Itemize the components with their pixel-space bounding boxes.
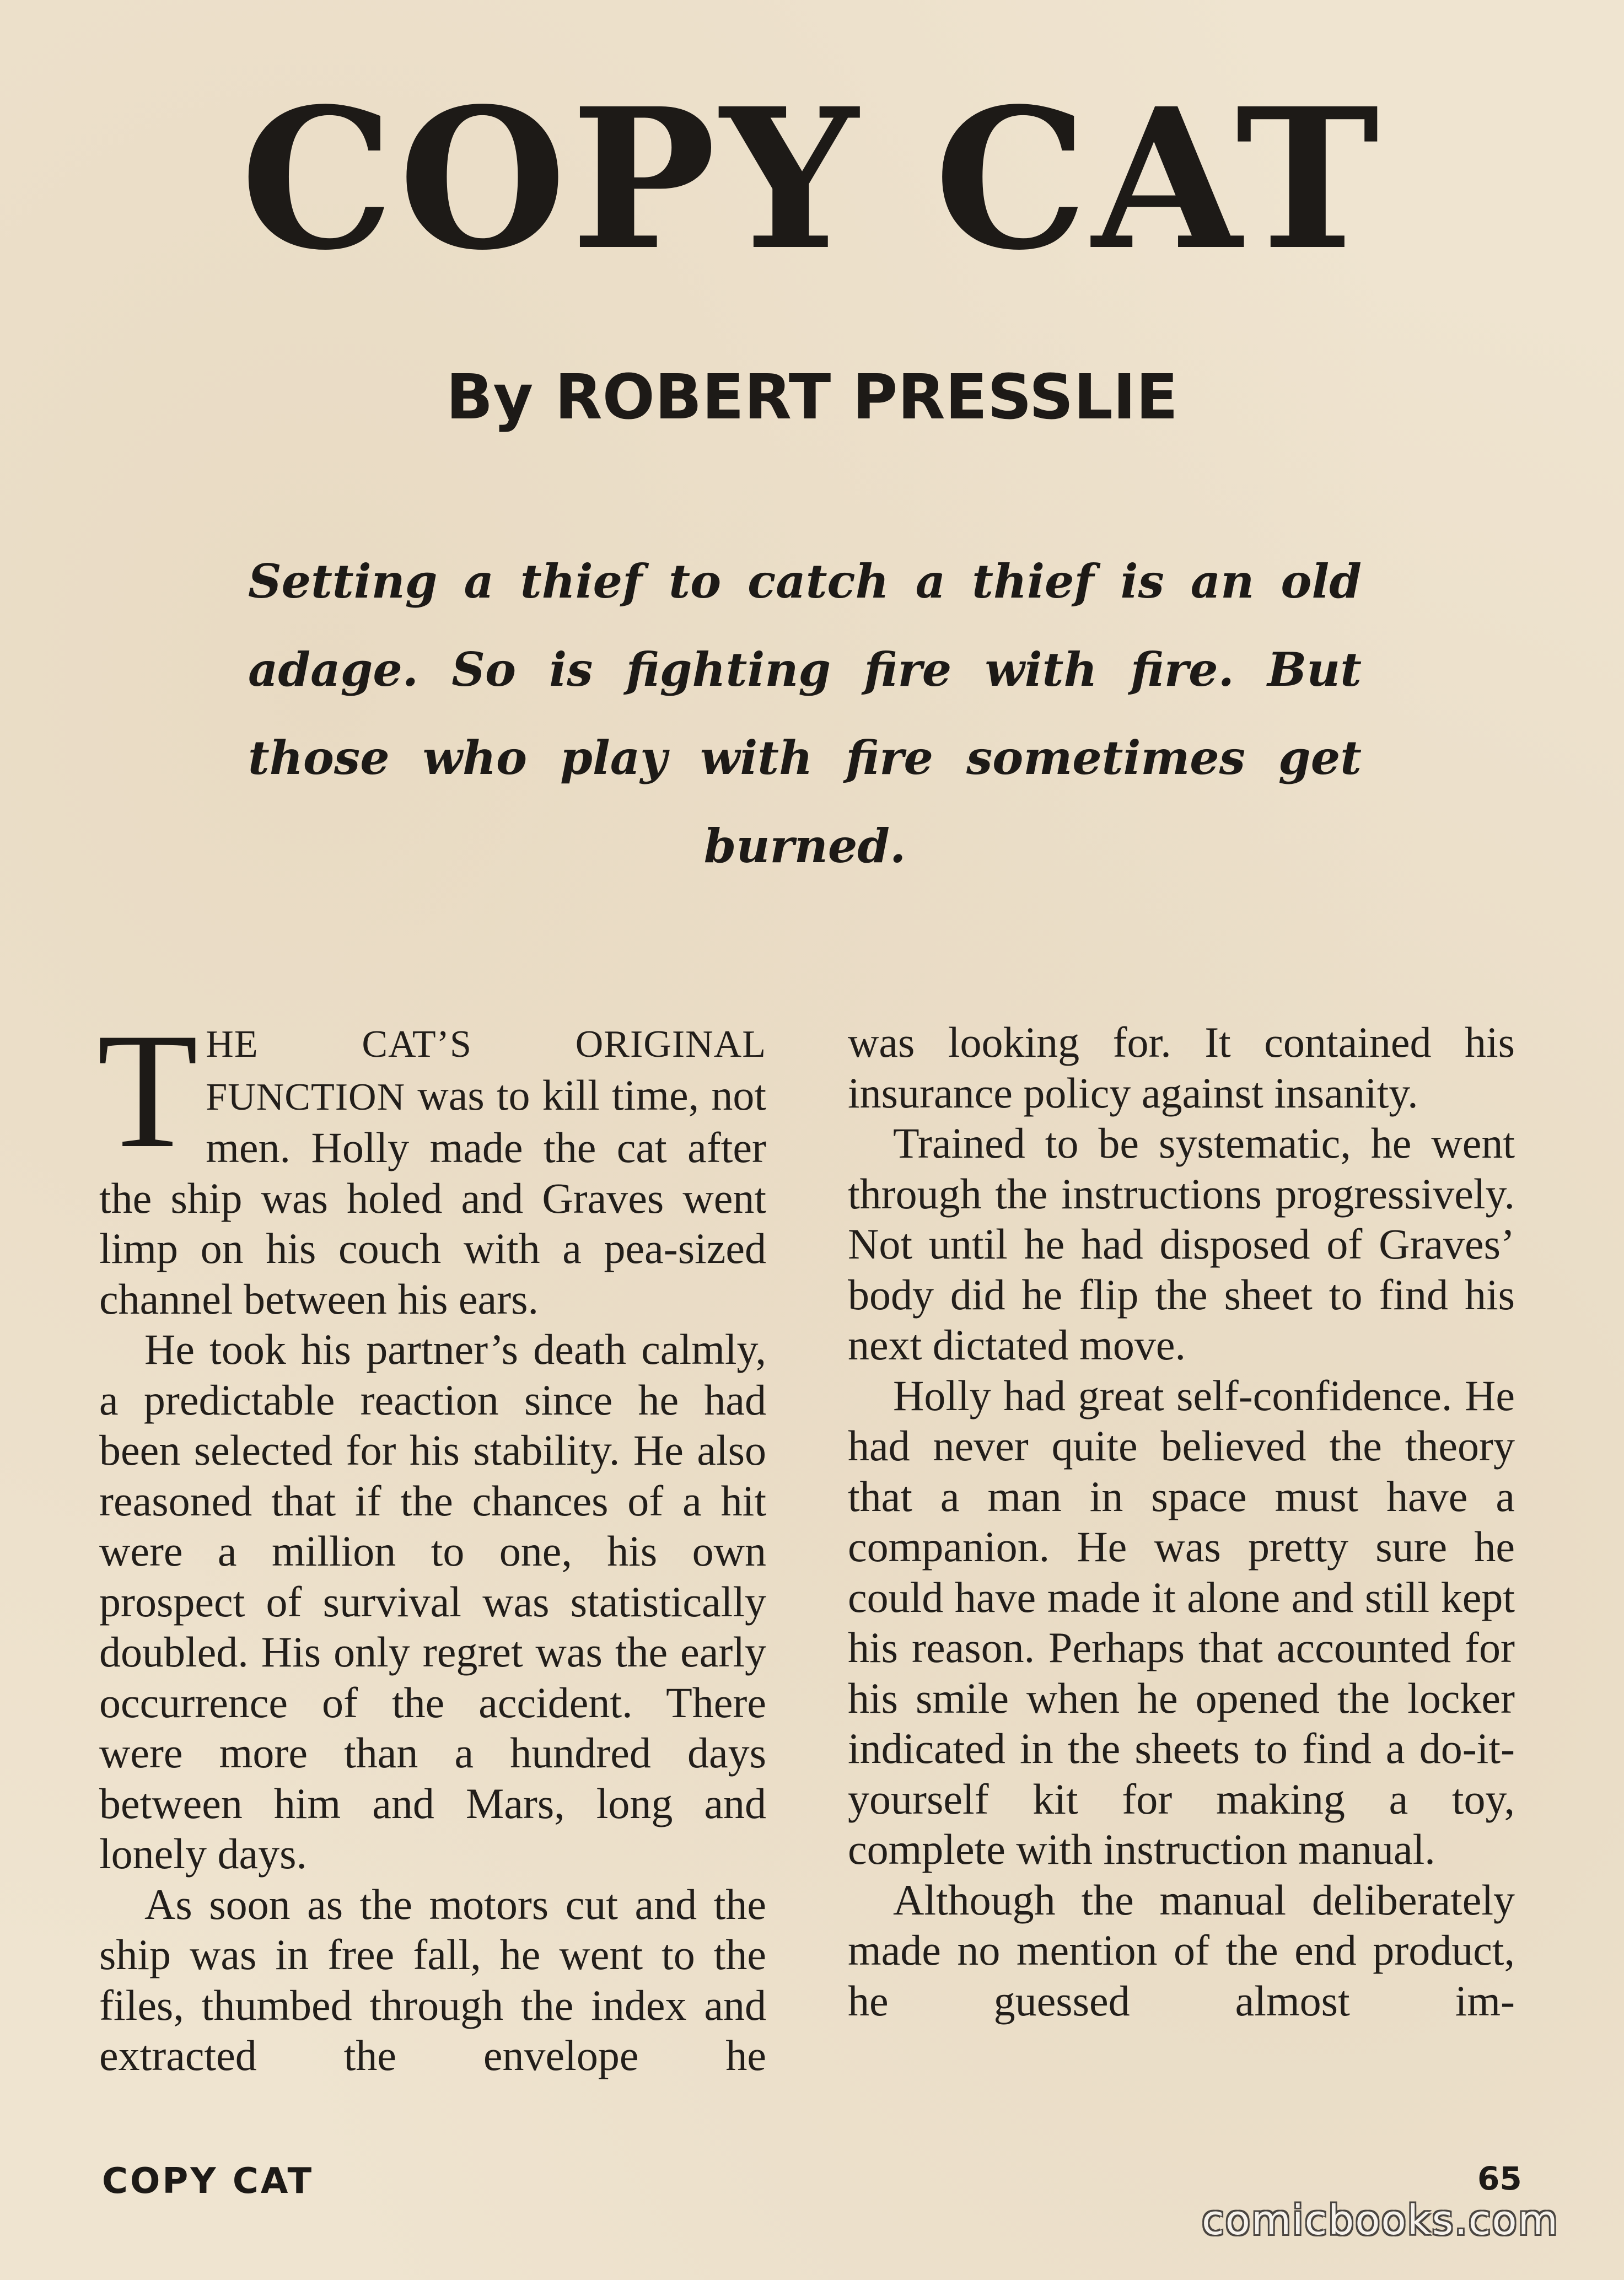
drop-cap: T <box>97 999 198 1182</box>
opening-smallcaps: HE CAT’S ORIGINAL FUNCTION <box>206 1023 766 1119</box>
column-right <box>848 1017 1515 2026</box>
page-number: 65 <box>1477 2160 1522 2197</box>
running-title: COPY CAT <box>102 2161 314 2202</box>
paragraph-1-text: was to kill time, not men. Holly made the cat after the ship was holed and Graves went limp on his couch with a pea-sized channel between his ears. <box>99 1071 766 1323</box>
byline <box>0 364 1624 432</box>
paragraph-3-start: As soon as the motors cut and the ship was in free fall, he went to the files, thumbed through the index and extracted the envelope he <box>99 1880 766 2079</box>
article-blurb: Setting a thief to catch a thief is an old adage. So is fighting fire with fire. But those who play with fire sometimes get burned. <box>248 554 1362 873</box>
byline-author: ROBERT PRESSLIE <box>555 362 1178 433</box>
paragraph-1 <box>97 999 766 1324</box>
paragraph-6: Although the manual deliberately made no mention of the end product, he guessed almost im- <box>848 1875 1515 2025</box>
paragraph-3-end: was looking for. It contained his insurance policy against insanity. <box>848 1018 1515 1117</box>
paragraph-5: Holly had great self-confidence. He had never quite believed the theory that a man in space must have a companion. He was pretty sure he could have made it alone and still kept his reason. Perhaps that accounted for his smile when he opened the locker indicated in the sheets to find a do-it-yourself kit for making a toy, complete with instruction manual. <box>848 1371 1515 1873</box>
paragraph-2: He took his partner’s death calmly, a predictable reaction since he had been selected for his stability. He also reasoned that if the chances of a hit were a million to one, his own prospect of survival was statistically doubled. His only regret was the early occurrence of the accident. There were more than a hundred days between him and Mars, long and lonely days. <box>99 1325 766 1878</box>
paragraph-4: Trained to be systematic, he went through the instructions progressively. Not until he had disposed of Graves’ body did he flip the sheet to find his next dictated move. <box>848 1119 1515 1369</box>
watermark: comicbooks.com <box>1202 2197 1559 2244</box>
column-left <box>97 999 766 2081</box>
byline-prefix: By <box>446 362 534 433</box>
article-title: COPY CAT <box>240 66 1384 293</box>
